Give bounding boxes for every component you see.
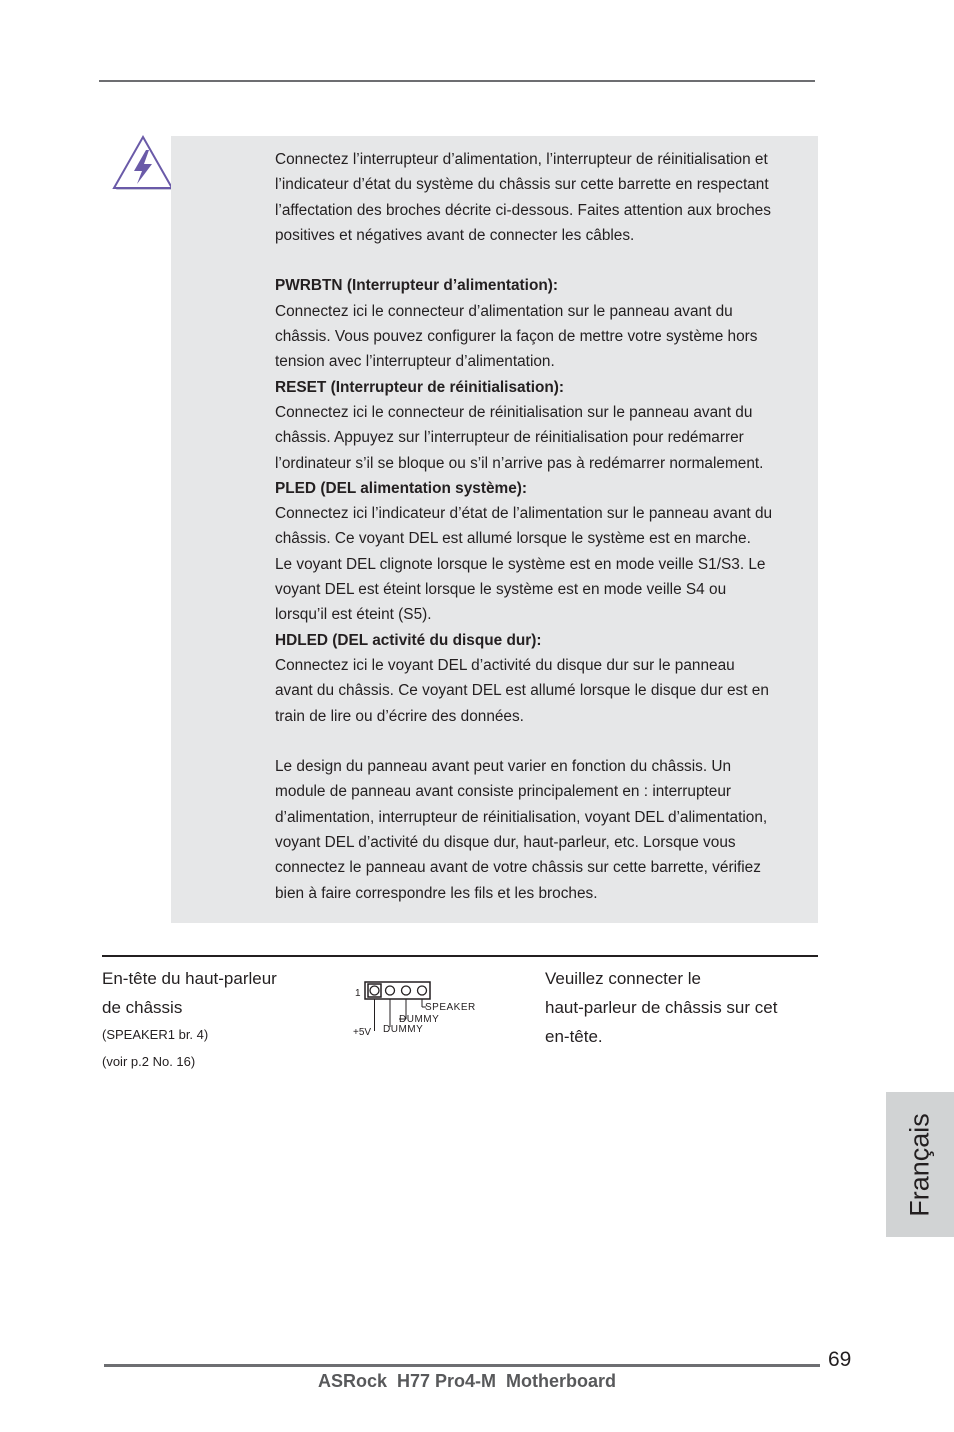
speaker-pin-diagram — [350, 980, 490, 1038]
pled-line: châssis. Ce voyant DEL est allumé lorsque le système est en marche. — [275, 530, 751, 548]
intro-line: l’indicateur d’état du système du châssis sur cette barrette en respectant — [275, 176, 769, 194]
pwrbtn-line: Connectez ici le connecteur d’alimentation sur le panneau avant du — [275, 302, 733, 320]
pled-line: Connectez ici l’indicateur d’état de l’alimentation sur le panneau avant du — [275, 505, 773, 523]
speaker-desc-line: haut-parleur de châssis sur cet — [545, 998, 778, 1017]
design-line: voyant DEL d’activité du disque dur, haut-parleur, etc. Lorsque vous — [275, 834, 736, 852]
warning-icon — [110, 134, 174, 194]
footer-title: ASRock H77 Pro4-M Motherboard — [318, 1371, 617, 1391]
footer-divider — [104, 1364, 820, 1367]
dummy-pin-label: DUMMY — [383, 1024, 424, 1035]
reset-line: l’ordinateur s’il se bloque ou s’il n’arrive pas à redémarrer normalement. — [275, 454, 764, 472]
plus5v-pin-label: +5V — [353, 1027, 372, 1038]
reset-line: châssis. Appuyez sur l’interrupteur de réinitialisation pour redémarrer — [275, 429, 744, 447]
design-line: Le design du panneau avant peut varier en fonction du châssis. Un — [275, 758, 732, 776]
hdled-line: avant du châssis. Ce voyant DEL est allumé lorsque le disque dur est en — [275, 682, 769, 700]
speaker-desc-line: en-tête. — [545, 1027, 603, 1046]
language-side-tab — [886, 1092, 954, 1237]
design-line: bien à faire correspondre les fils et les broches. — [275, 884, 598, 902]
pled-line: lorsqu’il est éteint (S5). — [275, 606, 432, 624]
speaker-header-title — [102, 964, 277, 1022]
section-divider — [102, 955, 818, 957]
design-line: module de panneau avant consiste principalement en : interrupteur — [275, 783, 732, 801]
page-number: 69 — [828, 1348, 852, 1371]
pled-line: voyant DEL est éteint lorsque le système est en mode veille S4 ou — [275, 581, 727, 599]
pwrbtn-heading: PWRBTN (Interrupteur d’alimentation): — [275, 277, 559, 295]
intro-line: Connectez l’interrupteur d’alimentation, l’interrupteur de réinitialisation et — [275, 151, 768, 168]
speaker-pin-label: SPEAKER — [425, 1002, 476, 1013]
note-text — [275, 147, 820, 906]
pled-heading: PLED (DEL alimentation système): — [275, 479, 528, 497]
speaker-header-page-ref: (voir p.2 No. 16) — [102, 1054, 196, 1069]
intro-line: positives et négatives avant de connecter les câbles. — [275, 226, 635, 244]
speaker-header-description — [545, 964, 820, 1051]
reset-line: Connectez ici le connecteur de réinitialisation sur le panneau avant du — [275, 403, 753, 421]
design-line: connectez le panneau avant de votre châssis sur cette barrette, vérifiez — [275, 859, 761, 877]
hdled-heading: HDLED (DEL activité du disque dur): — [275, 631, 542, 649]
language-label: Français — [904, 1112, 935, 1217]
hdled-line: Connectez ici le voyant DEL d’activité du disque dur sur le panneau — [275, 656, 735, 674]
dummy-pin-label: DUMMY — [399, 1014, 440, 1025]
hdled-line: train de lire ou d’écrire des données. — [275, 707, 524, 725]
pwrbtn-line: tension avec l’interrupteur d’alimentation. — [275, 353, 555, 371]
speaker-header-ref: (SPEAKER1 br. 4) — [102, 1027, 209, 1042]
intro-line: l’affectation des broches décrite ci-dessous. Faites attention aux broches — [275, 201, 771, 219]
pled-line: Le voyant DEL clignote lorsque le système est en mode veille S1/S3. Le — [275, 555, 766, 573]
top-divider — [99, 80, 815, 82]
pin-one-label: 1 — [355, 988, 361, 999]
speaker-title-line: de châssis — [102, 998, 183, 1017]
pwrbtn-line: châssis. Vous pouvez configurer la façon de mettre votre système hors — [275, 328, 758, 346]
design-line: d’alimentation, interrupteur de réinitialisation, voyant DEL d’alimentation, — [275, 808, 768, 826]
speaker-desc-line: Veuillez connecter le — [545, 969, 701, 988]
reset-heading: RESET (Interrupteur de réinitialisation): — [275, 378, 565, 396]
speaker-title-line: En-tête du haut-parleur — [102, 969, 277, 988]
